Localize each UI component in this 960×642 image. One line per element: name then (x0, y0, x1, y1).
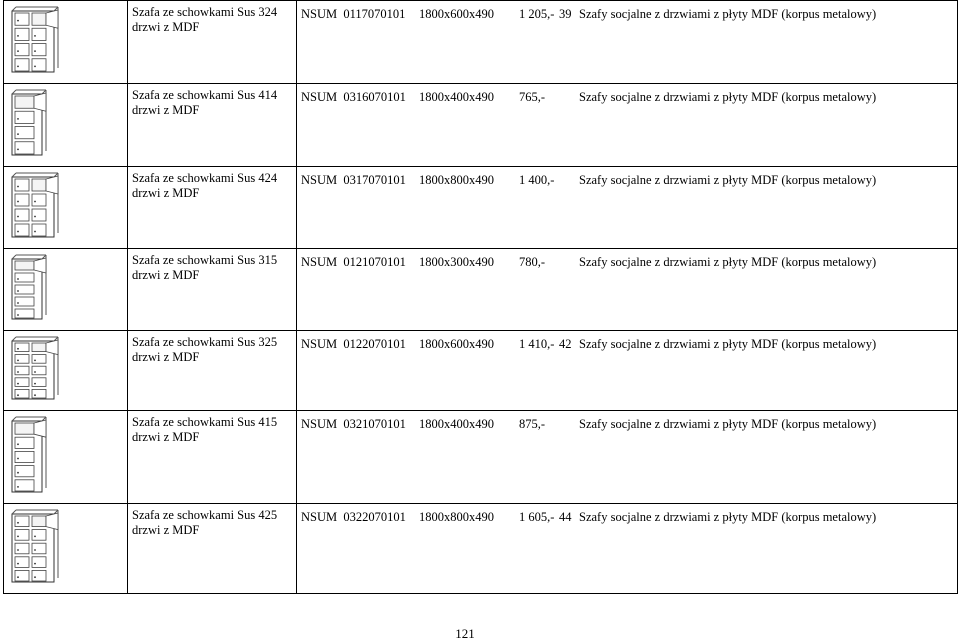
product-dimensions: 1800x400x490 (419, 90, 494, 104)
product-code: NSUM 0322070101 (301, 510, 406, 524)
locker-1col-5-icon (10, 251, 62, 323)
page-reference: 42 (559, 337, 572, 351)
product-category: Szafy socjalne z drzwiami z płyty MDF (korpus metalowy) (579, 417, 877, 431)
product-name-cell (128, 504, 297, 594)
product-price: 875,- (519, 417, 546, 431)
product-table (3, 0, 958, 594)
product-door-type: drzwi z MDF (132, 186, 200, 200)
product-dimensions: 1800x600x490 (419, 7, 494, 21)
product-door-type: drzwi z MDF (132, 350, 200, 364)
product-dimensions: 1800x600x490 (419, 337, 494, 351)
product-info-cell (297, 249, 958, 331)
locker-2col-5-icon (10, 333, 74, 403)
product-price: 1 410,- (519, 337, 555, 351)
product-name: Szafa ze schowkami Sus 315 (132, 253, 278, 267)
product-name: Szafa ze schowkami Sus 424 (132, 171, 278, 185)
product-price: 765,- (519, 90, 546, 104)
product-name: Szafa ze schowkami Sus 425 (132, 508, 278, 522)
product-image-cell (4, 411, 128, 504)
table-row (4, 1, 958, 84)
table-row (4, 167, 958, 249)
table-row (4, 411, 958, 504)
product-dimensions: 1800x800x490 (419, 173, 494, 187)
table-row (4, 84, 958, 167)
product-dimensions: 1800x300x490 (419, 255, 494, 269)
product-price: 780,- (519, 255, 546, 269)
product-door-type: drzwi z MDF (132, 268, 200, 282)
product-name-cell (128, 249, 297, 331)
page-reference: 44 (559, 510, 572, 524)
product-code: NSUM 0316070101 (301, 90, 406, 104)
product-image-cell (4, 167, 128, 249)
product-door-type: drzwi z MDF (132, 20, 200, 34)
product-price: 1 605,- (519, 510, 555, 524)
product-code: NSUM 0121070101 (301, 255, 406, 269)
product-category: Szafy socjalne z drzwiami z płyty MDF (korpus metalowy) (579, 255, 877, 269)
product-category: Szafy socjalne z drzwiami z płyty MDF (korpus metalowy) (579, 337, 877, 351)
product-name: Szafa ze schowkami Sus 415 (132, 415, 278, 429)
locker-2col-4-icon (10, 3, 74, 76)
product-price: 1 400,- (519, 173, 555, 187)
product-door-type: drzwi z MDF (132, 523, 200, 537)
table-row (4, 331, 958, 411)
page-number: 121 (455, 626, 475, 641)
product-code: NSUM 0321070101 (301, 417, 406, 431)
table-row (4, 249, 958, 331)
product-info-cell (297, 504, 958, 594)
product-category: Szafy socjalne z drzwiami z płyty MDF (korpus metalowy) (579, 90, 877, 104)
product-name-cell (128, 411, 297, 504)
product-image-cell (4, 84, 128, 167)
product-name: Szafa ze schowkami Sus 325 (132, 335, 278, 349)
product-name-cell (128, 84, 297, 167)
product-image-cell (4, 1, 128, 84)
product-info-cell (297, 331, 958, 411)
product-info-cell (297, 1, 958, 84)
product-price: 1 205,- (519, 7, 555, 21)
product-category: Szafy socjalne z drzwiami z płyty MDF (korpus metalowy) (579, 173, 877, 187)
product-info-cell (297, 84, 958, 167)
product-name-cell (128, 167, 297, 249)
product-name-cell (128, 331, 297, 411)
locker-2col-5-icon (10, 506, 74, 586)
product-name-cell (128, 1, 297, 84)
product-category: Szafy socjalne z drzwiami z płyty MDF (korpus metalowy) (579, 7, 877, 21)
product-code: NSUM 0317070101 (301, 173, 406, 187)
locker-1col-4-icon (10, 86, 62, 159)
product-door-type: drzwi z MDF (132, 103, 200, 117)
product-dimensions: 1800x800x490 (419, 510, 494, 524)
product-code: NSUM 0122070101 (301, 337, 406, 351)
product-category: Szafy socjalne z drzwiami z płyty MDF (korpus metalowy) (579, 510, 877, 524)
table-row (4, 504, 958, 594)
product-info-cell (297, 167, 958, 249)
product-code: NSUM 0117070101 (301, 7, 406, 21)
product-image-cell (4, 249, 128, 331)
product-dimensions: 1800x400x490 (419, 417, 494, 431)
product-image-cell (4, 504, 128, 594)
product-door-type: drzwi z MDF (132, 430, 200, 444)
locker-1col-5-icon (10, 413, 62, 496)
product-image-cell (4, 331, 128, 411)
product-info-cell (297, 411, 958, 504)
product-name: Szafa ze schowkami Sus 414 (132, 88, 278, 102)
page-reference: 39 (559, 7, 572, 21)
product-name: Szafa ze schowkami Sus 324 (132, 5, 278, 19)
locker-2col-4-icon (10, 169, 74, 241)
